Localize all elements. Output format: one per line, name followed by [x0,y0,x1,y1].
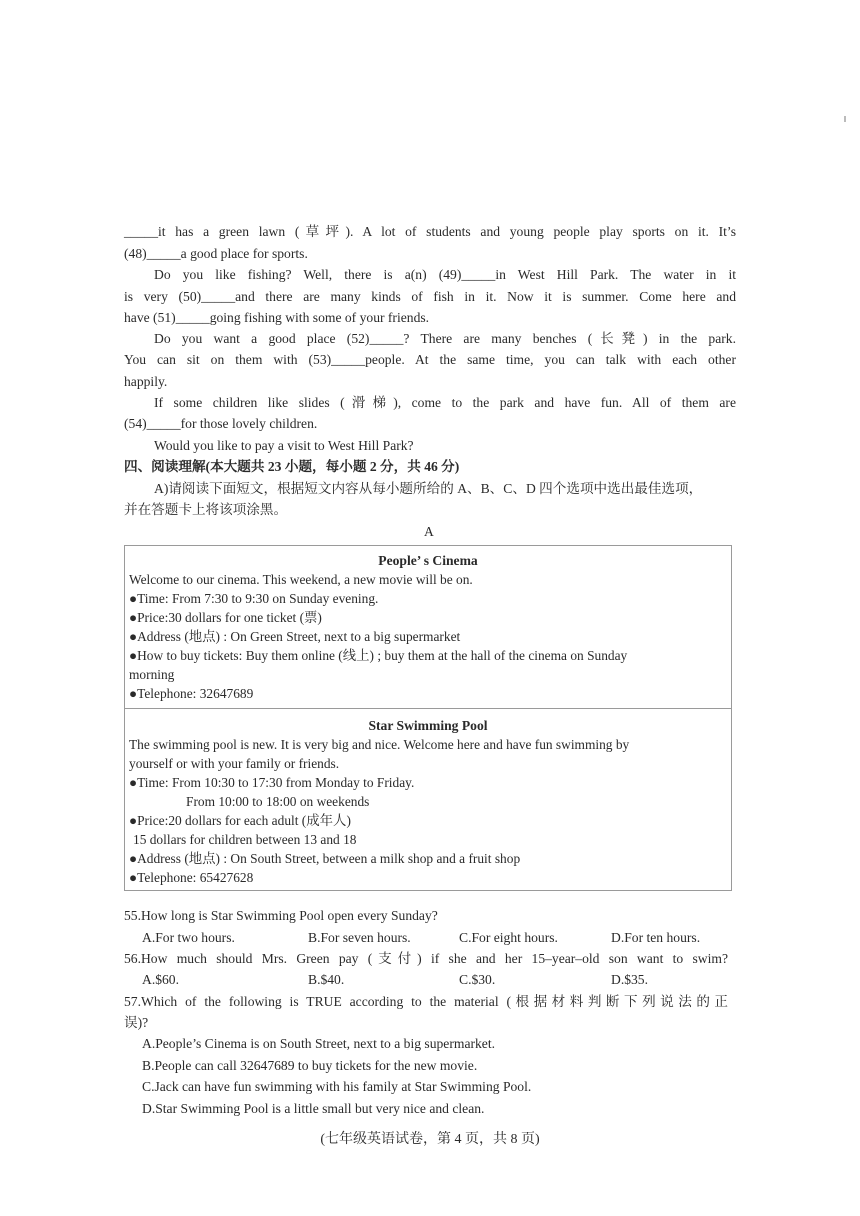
passage-line: Would you like to pay a visit to West Hill Park? [154,438,414,453]
option-56-c: C.$30. [459,972,496,987]
option-56-d: D.$35. [611,972,649,987]
passage-line: Do you like fishing? Well, there is a(n) (49)_____in West Hill Park. The water in it [154,267,736,282]
pool-time: ●Time: From 10:30 to 17:30 from Monday to Friday. [129,775,415,790]
section-heading: 四、阅读理解(本大题共 23 小题，每小题 2 分，共 46 分) [124,459,460,474]
cinema-price: ●Price:30 dollars for one ticket (票) [129,610,322,625]
passage-line: If some children like slides (滑梯), come to the park and have fun. All of them are [154,395,736,410]
option-55-d: D.For ten hours. [611,930,701,945]
option-57-d: D.Star Swimming Pool is a little small but very nice and clean. [142,1101,485,1116]
passage-line: is very (50)_____and there are many kinds of fish in it. Now it is summer. Come here and [124,289,736,304]
pool-intro: The swimming pool is new. It is very big and nice. Welcome here and have fun swimming by [129,737,630,752]
question-57: 57.Which of the following is TRUE according to the material (根据材料判断下列说法的正 [124,994,728,1009]
option-55-b: B.For seven hours. [308,930,411,945]
pool-address: ●Address (地点) : On South Street, between a milk shop and a fruit shop [129,851,521,866]
pool-price: ●Price:20 dollars for each adult (成年人) [129,813,351,828]
part-label: A [424,524,434,539]
option-55-c: C.For eight hours. [459,930,558,945]
pool-title: Star Swimming Pool [368,718,488,733]
page-footer: (七年级英语试卷，第 4 页，共 8 页) [320,1132,540,1147]
passage-line: happily. [124,374,168,389]
cinema-buy: ●How to buy tickets: Buy them online (线上) ; buy them at the hall of the cinema on Sunday [129,648,628,663]
passage-line: (54)_____for those lovely children. [124,416,318,431]
cinema-intro: Welcome to our cinema. This weekend, a new movie will be on. [129,572,473,587]
scan-mark [844,116,846,122]
cinema-address: ●Address (地点) : On Green Street, next to a big supermarket [129,629,461,644]
section-instruction: A)请阅读下面短文，根据短文内容从每小题所给的 A、B、C、D 四个选项中选出最佳选项， [154,481,703,496]
passage-line: (48)_____a good place for sports. [124,246,308,261]
cinema-title: People’ s Cinema [378,553,478,568]
pool-price: 15 dollars for children between 13 and 18 [133,832,357,847]
question-56: 56.How much should Mrs. Green pay (支付) if she and her 15–year–old son want to swim? [124,951,728,966]
option-56-a: A.$60. [142,972,180,987]
passage-line: have (51)_____going fishing with some of your friends. [124,310,430,325]
passage-line: _____it has a green lawn (草坪). A lot of students and young people play sports on it. It’s [124,224,736,239]
cinema-time: ●Time: From 7:30 to 9:30 on Sunday evening. [129,591,379,606]
cinema-phone: ●Telephone: 32647689 [129,686,254,701]
cinema-buy: morning [129,667,175,682]
box-divider [124,708,732,709]
option-57-a: A.People’s Cinema is on South Street, next to a big supermarket. [142,1036,496,1051]
option-57-c: C.Jack can have fun swimming with his family at Star Swimming Pool. [142,1079,532,1094]
option-57-b: B.People can call 32647689 to buy tickets for the new movie. [142,1058,478,1073]
pool-intro: yourself or with your family or friends. [129,756,340,771]
pool-time: From 10:00 to 18:00 on weekends [186,794,370,809]
question-57: 误)? [124,1015,149,1030]
passage-line: You can sit on them with (53)_____people. At the same time, you can talk with each other [124,352,736,367]
pool-phone: ●Telephone: 65427628 [129,870,254,885]
section-instruction: 并在答题卡上将该项涂黑。 [124,502,288,517]
option-55-a: A.For two hours. [142,930,235,945]
option-56-b: B.$40. [308,972,345,987]
passage-line: Do you want a good place (52)_____? There are many benches (长凳) in the park. [154,331,736,346]
question-55: 55.How long is Star Swimming Pool open every Sunday? [124,908,438,923]
